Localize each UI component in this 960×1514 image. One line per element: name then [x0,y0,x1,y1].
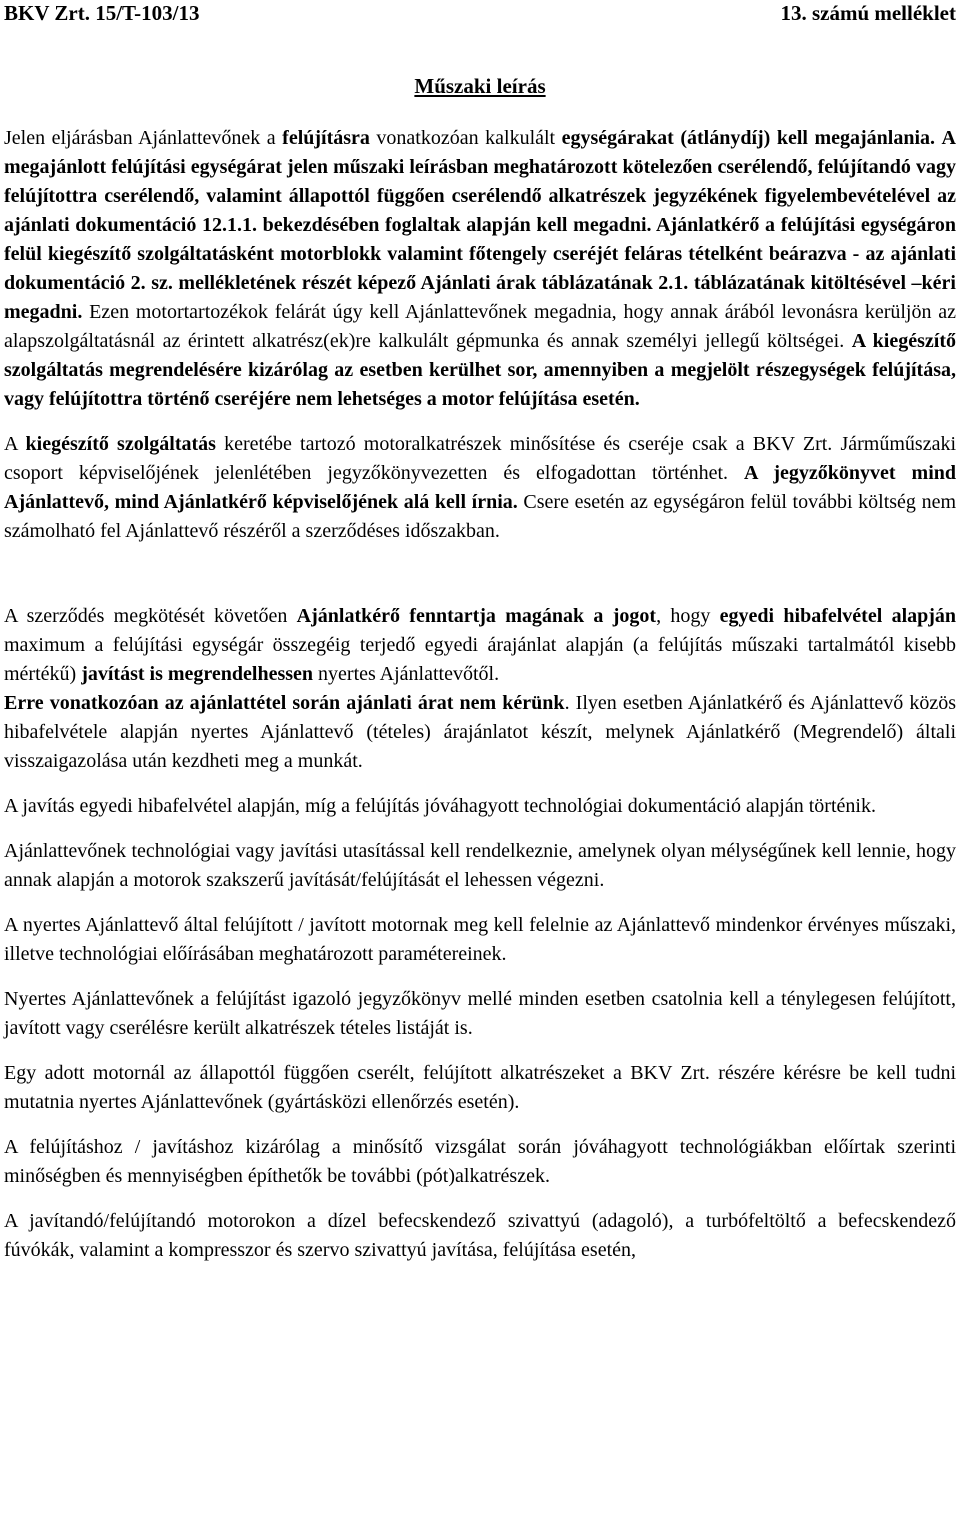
text-run: , hogy [656,605,720,627]
paragraph [4,837,956,895]
text-run: . Ilyen esetben Ajánlatkérő és Ajánlattevő közös hibafelvétele alapján nyertes Ajánlattevő (tételes) árajánlatot készít, melynek Ajánlatkérő (Megrendelő) általi visszaigazolása után kezdheti meg a munkát. [4,692,957,772]
text-run: Egy adott motornál az állapottól függően cserélt, felújított alkatrészeket a BKV Zrt. részére kérésre be kell tudni mutatnia nyertes Ajánlattevőnek (gyártásközi ellenőrzés esetén). [4,1062,956,1113]
text-run: Jelen eljárásban Ajánlattevőnek a [4,127,283,149]
paragraph [4,1059,956,1117]
annex-label: 13. számú melléklet [780,1,956,25]
paragraph [4,430,956,546]
document-body [4,124,956,1265]
text-run: A javítandó/felújítandó motorokon a dízel befecskendező szivattyú (adagoló), a turbófeltöltő a befecskendező fúvókák, valamint a kompresszor és szervo szivattyú javítása, felújítása esetén, [4,1210,956,1261]
bold-text: egységárakat (átlánydíj) kell megajánlania. [561,127,936,149]
paragraph [4,124,956,414]
text-run: Nyertes Ajánlattevőnek a felújítást igazoló jegyzőkönyv mellé minden esetben csatolnia kell a ténylegesen felújított, javított vagy cserélésre került alkatrészek tételes listáját is. [4,988,956,1039]
text-run: vonatkozóan kalkulált [369,127,562,149]
bold-text: Erre vonatkozóan az ajánlattétel során ajánlati árat nem kérünk [4,692,565,714]
bold-text: egyedi hibafelvétel alapján [719,605,957,627]
bold-text: A kiegészítő szolgáltatás megrendelésére kizárólag az esetben kerülhet sor, amennyiben a megjelölt részegységek felújítása, vagy felújítottra történő cseréjére nem lehetséges a motor felújítása esetén. [4,330,956,410]
text-run: A [4,433,26,455]
bold-text: kiegészítő szolgáltatás [25,433,216,455]
text-run: Csere esetén az egységáron felül további költség nem számolható fel Ajánlattevő részéről a szerződéses időszakban. [4,491,957,542]
text-run: A nyertes Ajánlattevő által felújított / javított motornak meg kell felelnie az Ajánlattevő mindenkor érvényes műszaki, illetve technológiai előírásában meghatározott paramétereinek. [4,914,956,965]
text-run: keretébe tartozó motoralkatrészek minősítése és cseréje csak a BKV Zrt. Járműműszaki csoport képviselőjének jelenlétében jegyzőkönyvezetten és elfogadottan történhet. [4,433,957,484]
bold-text: javítást is megrendelhessen [81,663,314,685]
text-run: nyertes Ajánlattevőtől. [313,663,500,685]
paragraph [4,792,956,821]
text-run: Ajánlattevőnek technológiai vagy javítási utasítással kell rendelkeznie, amelynek olyan mélységűnek kell lennie, hogy annak alapján a motorok szakszerű javítását/felújítását el lehessen végezni. [4,840,956,891]
text-run: A javítás egyedi hibafelvétel alapján, míg a felújítás jóváhagyott technológiai dokumentáció alapján történik. [4,795,876,817]
bold-text: A megajánlott felújítási egységárat jelen műszaki leírásban meghatározott kötelezően cserélendő, felújítandó vagy felújítottra cserélendő, valamint állapottól függően cserélendő alkatrészek jegyzékének figyelembevételével az ajánlati dokumentáció 12.1.1. bekezdésében foglaltak alapján kell megadni. Ajánlatkérő a felújítási egységáron felül kiegészítő szolgáltatásként motorblokk valamint főtengely cseréjét feláras tételként beárazva - az ajánlati dokumentáció 2. sz. mellékletének részét képező Ajánlati árak táblázatának 2.1. táblázatának kitöltésével –kéri megadni. [4,127,956,323]
bold-text: A jegyzőkönyvet mind Ajánlattevő, mind Ajánlatkérő képviselőjének alá kell írnia. [4,462,956,513]
text-run: A felújításhoz / javításhoz kizárólag a minősítő vizsgálat során jóváhagyott technológiákban előírtak szerinti minőségben és mennyiségben építhetők be további (pót)alkatrészek. [4,1136,956,1187]
text-run: maximum a felújítási egységár összegéig terjedő egyedi árajánlat alapján (a felújítás műszaki tartalmától kisebb mértékű) [4,634,956,685]
bold-text: felújításra [282,127,370,149]
page-header [4,0,956,26]
paragraph [4,602,956,776]
bold-text: Ajánlatkérő fenntartja magának a jogot [296,605,657,627]
page-title: Műszaki leírás [414,74,546,98]
paragraph [4,911,956,969]
document-reference: BKV Zrt. 15/T-103/13 [4,1,200,25]
paragraph [4,1207,956,1265]
text-run: Ezen motortartozékok felárát úgy kell Ajánlattevőnek megadnia, hogy annak árából levonásra kerüljön az alapszolgáltatásnál az érintett alkatrész(ek)re kalkulált gépmunka és annak személyi jellegű költségei. [4,301,956,352]
text-run: A szerződés megkötését követően [4,605,297,627]
paragraph [4,1133,956,1191]
paragraph [4,985,956,1043]
